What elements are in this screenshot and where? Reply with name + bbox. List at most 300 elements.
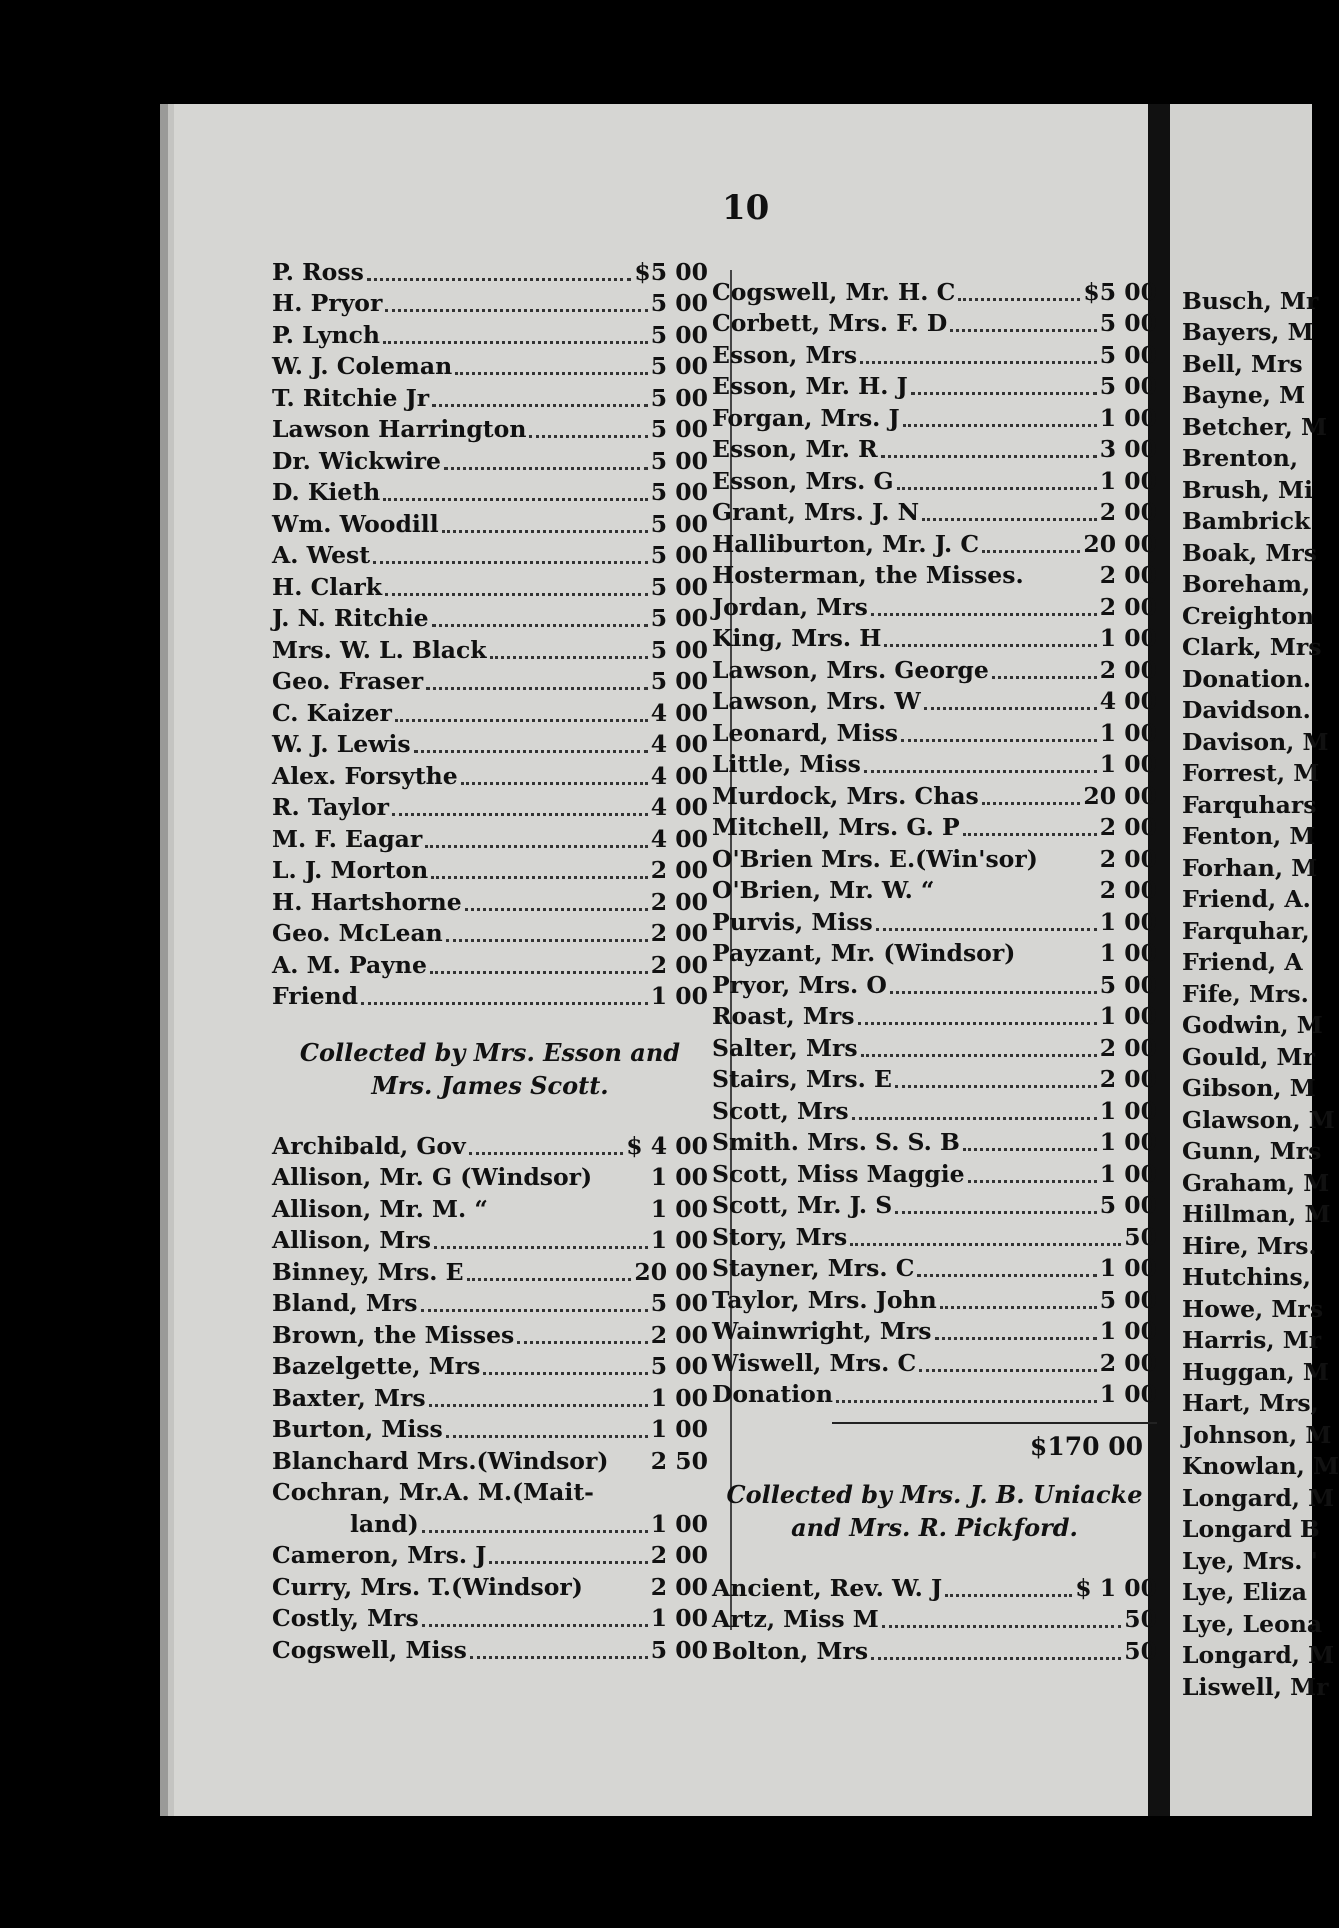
cutoff-entry: Friend, A. [1182, 885, 1311, 913]
donation-amount: 1 00 [1099, 403, 1157, 432]
donation-amount: 2 00 [650, 950, 708, 979]
donor-row [712, 589, 1157, 621]
donor-name: Mitchell, Mrs. G. P [712, 813, 960, 841]
donation-amount: 5 00 [650, 509, 708, 538]
leader-dots [491, 1210, 648, 1218]
donor-row [272, 286, 708, 318]
donor-name: Cogswell, Miss [272, 1635, 467, 1664]
donation-amount: 4 00 [650, 761, 708, 790]
donor-row [712, 1062, 1157, 1094]
leader-dots [446, 931, 648, 942]
donor-row [712, 1570, 1157, 1602]
leader-dots [586, 1588, 648, 1596]
donor-row [712, 337, 1157, 369]
spacer [272, 1102, 708, 1128]
donor-row [712, 1125, 1157, 1157]
donor-name: Artz, Miss M [712, 1605, 879, 1633]
cutoff-entry: Hillman, M [1182, 1200, 1331, 1228]
donation-amount: 5 00 [1099, 340, 1157, 369]
donation-amount: 5 00 [650, 572, 708, 601]
donation-amount: 1 00 [1099, 1254, 1157, 1282]
leader-dots [852, 1109, 1097, 1120]
donation-amount: 2 00 [1099, 561, 1157, 589]
leader-dots [425, 837, 648, 848]
donor-row [272, 349, 708, 381]
donor-row [712, 999, 1157, 1031]
donor-name: M. F. Eagar [272, 824, 423, 853]
donor-row [272, 1443, 708, 1475]
donor-name: Wainwright, Mrs [712, 1317, 932, 1345]
leader-dots [963, 825, 1097, 836]
leader-dots [940, 1298, 1097, 1309]
donor-name: W. J. Coleman [272, 352, 453, 380]
leader-dots [517, 1333, 647, 1344]
donor-name: Halliburton, Mr. J. C [712, 529, 980, 558]
leader-dots [426, 679, 648, 690]
leader-dots [890, 983, 1097, 994]
donation-amount: 5 00 [650, 667, 708, 695]
donation-amount: 4 00 [650, 698, 708, 727]
donor-row [272, 695, 708, 727]
donor-row [272, 1506, 708, 1538]
donor-name: Scott, Miss Maggie [712, 1159, 965, 1188]
leader-dots [431, 868, 648, 879]
donation-amount: 2 00 [1099, 844, 1157, 873]
leader-dots [895, 1203, 1096, 1214]
leader-dots [903, 416, 1097, 427]
leader-dots [882, 1617, 1122, 1628]
donor-name: Bazelgette, Mrs [272, 1352, 481, 1380]
donor-row [272, 727, 708, 759]
donor-name: W. J. Lewis [272, 730, 411, 758]
leader-dots [421, 1301, 648, 1312]
donor-name: Corbett, Mrs. F. D [712, 309, 948, 337]
leader-dots [430, 963, 648, 974]
donation-amount: 5 00 [650, 383, 708, 412]
donation-amount: 1 00 [1099, 1096, 1157, 1125]
cutoff-entry: Brenton, [1182, 444, 1299, 472]
middle-column [712, 274, 1157, 1665]
donation-amount: 2 00 [1099, 498, 1157, 526]
leader-dots [455, 364, 648, 375]
donation-amount: 20 00 [1083, 781, 1157, 810]
donor-name: Wiswell, Mrs. C [712, 1348, 917, 1377]
donor-name: Pryor, Mrs. O [712, 970, 887, 999]
donation-amount: 2 00 [650, 856, 708, 884]
donation-amount: 50 [1124, 1222, 1157, 1251]
donation-amount: 1 00 [650, 1163, 708, 1191]
donation-amount: 5 00 [650, 478, 708, 506]
donor-name: H. Hartshorne [272, 887, 462, 916]
donation-amount: 1 00 [1099, 624, 1157, 652]
donation-amount: 5 00 [650, 446, 708, 475]
donor-name: King, Mrs. H [712, 624, 882, 652]
leader-dots [881, 447, 1097, 458]
donor-row [272, 254, 708, 286]
donation-amount: 1 00 [1099, 1002, 1157, 1030]
cutoff-entry: Howe, Mrs [1182, 1294, 1324, 1323]
cutoff-entry: Boreham, [1182, 570, 1311, 598]
donor-row [272, 1632, 708, 1664]
donation-amount: 1 00 [1099, 939, 1157, 967]
leader-dots [963, 1140, 1097, 1151]
donor-name: H. Clark [272, 572, 383, 601]
leader-dots [935, 1329, 1097, 1340]
cutoff-entry: Longard, M [1182, 1483, 1335, 1512]
leader-dots [937, 891, 1096, 899]
leader-dots [422, 1616, 648, 1627]
donor-row [272, 916, 708, 948]
spacer [712, 1544, 1157, 1570]
donation-amount: $ 4 00 [626, 1131, 708, 1160]
leader-dots [367, 270, 632, 281]
donor-row [272, 947, 708, 979]
cutoff-entry: Clark, Mrs [1182, 633, 1322, 661]
donor-name: Taylor, Mrs. John [712, 1285, 937, 1314]
donor-name: L. J. Morton [272, 856, 429, 884]
collector-heading: Collected by Mrs. J. B. Uniacke [726, 1480, 1143, 1509]
cutoff-entry: Davidson. [1182, 696, 1311, 724]
donation-amount: 2 00 [650, 1572, 708, 1601]
donor-name: Grant, Mrs. J. N [712, 498, 920, 526]
donation-amount: 1 00 [650, 1509, 708, 1538]
leader-dots [876, 920, 1097, 931]
donation-amount: 4 00 [1099, 687, 1157, 715]
donor-row [712, 873, 1157, 905]
donor-name: Archibald, Gov [272, 1131, 466, 1160]
donation-amount: 5 00 [1099, 372, 1157, 400]
donor-row [272, 443, 708, 475]
page-number: 10 [722, 188, 770, 228]
donation-amount: 5 00 [650, 604, 708, 632]
leader-dots [442, 522, 648, 533]
donation-amount: 3 00 [1099, 435, 1157, 463]
donor-row [272, 1286, 708, 1318]
donor-name: Curry, Mrs. T.(Windsor) [272, 1572, 583, 1601]
donor-row [272, 569, 708, 601]
donation-amount: 4 00 [650, 793, 708, 821]
cutoff-entry: Glawson, M [1182, 1105, 1335, 1134]
donor-name: Alex. Forsythe [272, 761, 458, 790]
cutoff-entry: Graham, M [1182, 1168, 1330, 1197]
donor-row [712, 904, 1157, 936]
cutoff-entry: Boak, Mrs [1182, 538, 1318, 567]
donor-name: Salter, Mrs [712, 1033, 858, 1062]
donation-amount: 20 00 [634, 1257, 708, 1286]
donor-name: Cogswell, Mr. H. C [712, 277, 956, 306]
donor-name: J. N. Ritchie [272, 604, 429, 632]
leader-dots [897, 479, 1097, 490]
cutoff-entry: Huggan, M [1182, 1357, 1329, 1386]
leader-dots [884, 636, 1096, 647]
cutoff-entry: Betcher, M [1182, 412, 1328, 441]
leader-dots [597, 1493, 705, 1501]
leader-dots [922, 510, 1097, 521]
donor-name: Blanchard Mrs.(Windsor) [272, 1446, 609, 1475]
leader-dots [470, 1648, 648, 1659]
donor-name: Hosterman, the Misses. [712, 561, 1024, 589]
donor-name: Allison, Mrs [272, 1226, 431, 1254]
right-column-fragments [1182, 283, 1339, 1701]
cutoff-entry: Hart, Mrs, [1182, 1389, 1319, 1417]
leader-dots [385, 585, 648, 596]
donor-name: Dr. Wickwire [272, 446, 441, 475]
donor-row [712, 967, 1157, 999]
donor-row [712, 1377, 1157, 1409]
donor-name: Lawson Harrington [272, 415, 527, 443]
donor-row [272, 1160, 708, 1192]
donor-name: Geo. Fraser [272, 667, 424, 695]
spacer [272, 1010, 708, 1036]
cutoff-entry: Godwin, M [1182, 1011, 1323, 1039]
donor-row [712, 400, 1157, 432]
donor-row [712, 1188, 1157, 1220]
donor-row [272, 1601, 708, 1633]
collector-heading: Collected by Mrs. Esson and [299, 1038, 681, 1067]
donor-row [712, 495, 1157, 527]
donation-amount: 5 00 [650, 541, 708, 569]
donor-row [712, 1156, 1157, 1188]
donation-amount: 5 00 [1099, 309, 1157, 337]
donor-row [712, 274, 1157, 306]
donor-row [272, 380, 708, 412]
leader-dots [383, 333, 648, 344]
donor-name: A. M. Payne [272, 950, 427, 979]
donor-name: Allison, Mr. M. “ [272, 1194, 488, 1223]
donor-name: Murdock, Mrs. Chas [712, 781, 979, 810]
leader-dots [945, 1586, 1072, 1597]
donor-name: Jordan, Mrs [712, 592, 868, 621]
leader-dots [422, 1522, 648, 1533]
leader-dots [950, 321, 1096, 332]
cutoff-entry: Forhan, M [1182, 853, 1318, 882]
donation-amount: 5 00 [650, 289, 708, 317]
donor-name: Esson, Mrs [712, 340, 858, 369]
donor-row [712, 684, 1157, 716]
cutoff-entry: Lye, Mrs. ' [1182, 1546, 1318, 1575]
donor-row [712, 1251, 1157, 1283]
leader-dots [836, 1392, 1097, 1403]
leader-dots [611, 1462, 647, 1470]
donor-name: Payzant, Mr. (Windsor) [712, 939, 1016, 967]
donor-name: Cameron, Mrs. J [272, 1541, 487, 1569]
donation-amount: 1 00 [1099, 1380, 1157, 1408]
donation-amount: $5 00 [1083, 277, 1157, 306]
donor-row [272, 412, 708, 444]
donation-amount: $ 1 00 [1075, 1573, 1157, 1602]
donation-amount: 2 00 [1099, 1033, 1157, 1062]
donor-row [712, 747, 1157, 779]
leader-dots [917, 1266, 1096, 1277]
donor-name: Lawson, Mrs. W [712, 687, 921, 715]
leader-dots [444, 459, 648, 470]
donor-name: Geo. McLean [272, 919, 443, 947]
donor-row [712, 621, 1157, 653]
leader-dots [461, 774, 648, 785]
cutoff-entry: Busch, Mr [1182, 286, 1319, 315]
donor-row [272, 664, 708, 696]
donor-row [712, 463, 1157, 495]
donation-amount: 5 00 [650, 320, 708, 349]
leader-dots [395, 711, 648, 722]
donor-row [712, 432, 1157, 464]
donor-row [272, 632, 708, 664]
donor-name: Leonard, Miss [712, 718, 899, 747]
donation-amount: 20 00 [1083, 529, 1157, 558]
cutoff-entry: Gibson, M [1182, 1074, 1316, 1102]
donation-amount: 1 00 [1099, 1317, 1157, 1345]
donor-name: Forgan, Mrs. J [712, 403, 900, 432]
donor-name: Scott, Mr. J. S [712, 1191, 893, 1219]
donation-amount: 5 00 [1099, 970, 1157, 999]
donation-amount: 2 00 [1099, 655, 1157, 684]
donor-row [272, 1128, 708, 1160]
cutoff-entry: Hutchins, [1182, 1263, 1311, 1291]
leader-dots [1027, 576, 1097, 584]
leader-dots [895, 1077, 1097, 1088]
donation-amount: 5 00 [650, 352, 708, 380]
leader-dots [432, 396, 648, 407]
donation-amount: 2 00 [650, 1320, 708, 1349]
donation-amount: 1 00 [650, 1604, 708, 1632]
donor-name: Esson, Mr. R [712, 435, 878, 463]
donor-name: Stayner, Mrs. C [712, 1254, 915, 1282]
donor-name: land) [350, 1509, 419, 1538]
donation-amount: $5 00 [634, 257, 708, 286]
donor-name: Ancient, Rev. W. J [712, 1573, 943, 1602]
donor-row [272, 1317, 708, 1349]
donor-name: O'Brien, Mr. W. “ [712, 876, 935, 904]
leader-dots [982, 542, 1080, 553]
donor-row [272, 538, 708, 570]
donor-row [272, 1191, 708, 1223]
donor-row [712, 778, 1157, 810]
donation-amount: 1 00 [650, 1415, 708, 1443]
leader-dots [992, 668, 1097, 679]
cutoff-entry: Liswell, Mr [1182, 1672, 1329, 1701]
cutoff-entry: Farquhars [1182, 790, 1317, 819]
donor-row [272, 790, 708, 822]
donor-row [272, 475, 708, 507]
leader-dots [467, 1270, 632, 1281]
donor-name: Donation [712, 1380, 833, 1408]
leader-dots [919, 1361, 1097, 1372]
donor-row [712, 715, 1157, 747]
leader-dots [432, 616, 648, 627]
leader-dots [446, 1427, 648, 1438]
donor-row [712, 1602, 1157, 1634]
donor-name: Bland, Mrs [272, 1289, 418, 1317]
donation-amount: 4 00 [650, 730, 708, 758]
left-column [272, 254, 708, 1664]
leader-dots [489, 1553, 647, 1564]
donor-name: Baxter, Mrs [272, 1383, 426, 1412]
donation-amount: 1 00 [1099, 718, 1157, 747]
cutoff-entry: Farquhar, [1182, 916, 1310, 945]
donor-row [272, 979, 708, 1011]
leader-dots [968, 1172, 1097, 1183]
leader-dots [1018, 954, 1096, 962]
cutoff-entry: Bambrick [1182, 507, 1311, 535]
cutoff-entry: Longard, M [1182, 1641, 1335, 1669]
collector-heading: and Mrs. R. Pickford. [791, 1513, 1078, 1542]
donation-amount: 2 00 [1099, 1065, 1157, 1093]
leader-dots [385, 301, 647, 312]
donor-row [712, 1219, 1157, 1251]
spacer [712, 1464, 1157, 1478]
donor-row [272, 1380, 708, 1412]
leader-dots [469, 1144, 624, 1155]
donation-amount: 5 00 [650, 415, 708, 443]
donation-amount: 4 00 [650, 824, 708, 853]
leader-dots [982, 794, 1081, 805]
donor-name: A. West [272, 541, 371, 569]
leader-dots [850, 1235, 1121, 1246]
donor-name: Burton, Miss [272, 1415, 443, 1443]
cutoff-entry: Gunn, Mrs [1182, 1137, 1322, 1165]
donor-name: Story, Mrs [712, 1222, 848, 1251]
leader-dots [429, 1396, 648, 1407]
donation-amount: 1 00 [1099, 466, 1157, 495]
donor-name: T. Ritchie Jr [272, 383, 430, 412]
donation-amount: 50 [1124, 1605, 1157, 1633]
donation-amount: 2 00 [650, 887, 708, 916]
cutoff-entry: Hire, Mrs. [1182, 1231, 1317, 1260]
donation-amount: 5 00 [1099, 1285, 1157, 1314]
donation-amount: 1 00 [1099, 750, 1157, 778]
donor-name: H. Pryor [272, 289, 383, 317]
column-total: $170 00 [1029, 1432, 1143, 1461]
donor-name: Bolton, Mrs [712, 1636, 869, 1665]
leader-dots [1041, 860, 1097, 868]
cutoff-entry: Forrest, M [1182, 759, 1320, 787]
cutoff-entry: Davison, M [1182, 727, 1329, 756]
donation-amount: 2 00 [1099, 876, 1157, 904]
cutoff-entry: Harris, Mr [1182, 1326, 1322, 1354]
donor-row [712, 369, 1157, 401]
donor-name: Roast, Mrs [712, 1002, 855, 1030]
donation-amount: 5 00 [650, 1352, 708, 1380]
donor-name: Friend [272, 982, 359, 1010]
donation-amount: 2 50 [650, 1446, 708, 1475]
donation-amount: 1 00 [650, 1383, 708, 1412]
donor-name: Esson, Mr. H. J [712, 372, 908, 400]
cutoff-entry: Bayers, M [1182, 318, 1314, 346]
cutoff-entry: Bayne, M [1182, 381, 1306, 409]
donor-row [272, 821, 708, 853]
donor-row [272, 1223, 708, 1255]
donor-row [712, 1282, 1157, 1314]
donor-row [712, 526, 1157, 558]
donation-amount: 2 00 [650, 919, 708, 947]
leader-dots [860, 353, 1097, 364]
leader-dots [392, 805, 648, 816]
leader-dots [861, 1046, 1097, 1057]
cutoff-entry: Friend, A [1182, 948, 1303, 976]
donor-row [712, 652, 1157, 684]
donor-name: Mrs. W. L. Black [272, 635, 487, 664]
leader-dots [864, 762, 1097, 773]
donor-row [272, 1569, 708, 1601]
donor-name: P. Lynch [272, 320, 380, 349]
cutoff-entry: Fenton, M [1182, 822, 1316, 850]
leader-dots [490, 648, 648, 659]
cutoff-entry: Lye, Leona [1182, 1609, 1323, 1638]
donor-name: O'Brien Mrs. E.(Win'sor) [712, 844, 1038, 873]
donor-row [712, 936, 1157, 968]
donation-amount: 2 00 [1099, 813, 1157, 841]
leader-dots [465, 900, 648, 911]
